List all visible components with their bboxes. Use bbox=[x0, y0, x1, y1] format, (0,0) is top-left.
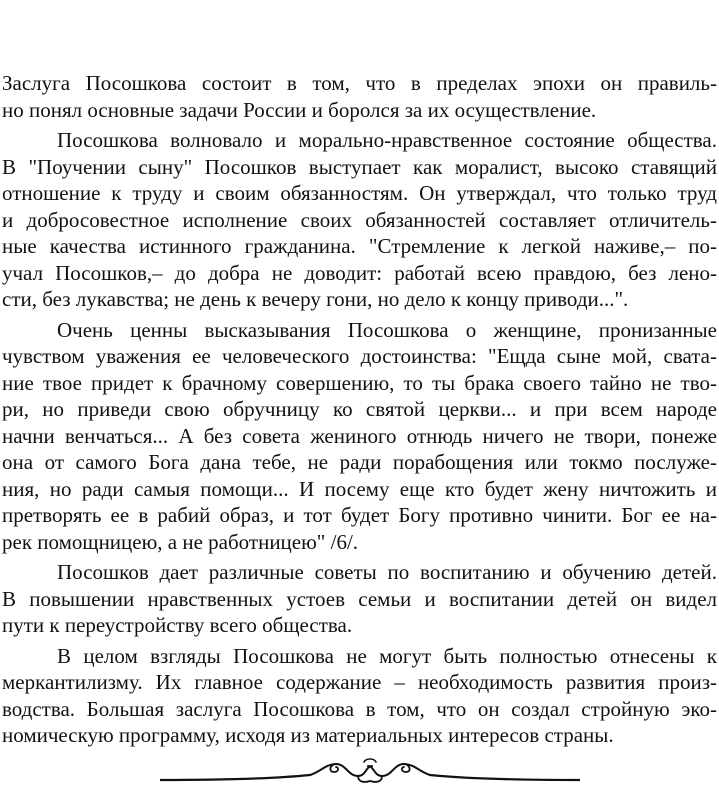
text-line: сти, без лукавства; не день к вечеру гони, но дело к концу приводи...". bbox=[2, 287, 629, 311]
text-line: В целом взгляды Посошкова не могут быть полностью отнесены к bbox=[57, 643, 717, 668]
text-line: Заслуга Посошкова состоит в том, что в пределах эпохи он правиль- bbox=[2, 71, 717, 95]
text-line: номическую программу, исходя из материальных интересов страны. bbox=[2, 723, 614, 747]
text-line: рек помощницею, а не работницею" /6/. bbox=[2, 529, 359, 554]
text-body bbox=[2, 70, 717, 749]
text-line: ри, но приведи свою обручницу ко святой церкви... и при всем народе bbox=[2, 397, 717, 421]
text-line: но понял основные задачи России и боролся за их осуществление. bbox=[2, 97, 597, 122]
paragraph bbox=[2, 643, 717, 749]
text-line: водства. Большая заслуга Посошкова в том, что он создал стройную эко- bbox=[2, 696, 717, 721]
text-line: Очень ценны высказывания Посошкова о женщине, пронизанные bbox=[57, 317, 717, 342]
text-line: учал Посошков,– до добра не доводит: работай всею правдою, без лено- bbox=[2, 260, 717, 285]
text-line: В "Поучении сыну" Посошков выступает как моралист, высоко ставящий bbox=[2, 154, 717, 179]
text-line: В повышении нравственных устоев семьи и воспитании детей он видел bbox=[2, 586, 717, 611]
text-line: Посошков дает различные советы по воспитанию и обучению детей. bbox=[57, 560, 717, 584]
text-line: начни венчаться... А без совета жениного отнюдь ничего не твори, понеже bbox=[2, 423, 717, 448]
decorative-scroll-divider-icon bbox=[160, 752, 580, 788]
text-line: чувством уважения ее человеческого достоинства: "Ещда сыне мой, свата- bbox=[2, 344, 717, 368]
text-line: ные качества истинного гражданина. "Стремление к легкой наживе,– по- bbox=[2, 234, 717, 258]
text-line: ние твое придет к брачному совершению, то ты брака своего тайно не тво- bbox=[2, 370, 717, 395]
text-line: меркантилизму. Их главное содержание – необходимость развития произ- bbox=[2, 670, 717, 694]
text-line: Посошкова волновало и морально-нравственное состояние общества. bbox=[57, 128, 717, 152]
text-line: ния, но ради самыя помощи... И посему еще кто будет жену ничтожить и bbox=[2, 476, 717, 501]
paragraph bbox=[2, 317, 717, 556]
text-line: отношение к труду и своим обязанностям. Он утверждал, что только труд bbox=[2, 181, 717, 205]
text-line: претворять ее в рабий образ, и тот будет Богу противно чинити. Бог ее на- bbox=[2, 503, 717, 527]
paragraph bbox=[2, 70, 717, 123]
text-line: она от самого Бога дана тебе, не ради порабощения или токмо послуже- bbox=[2, 450, 717, 474]
paragraph bbox=[2, 559, 717, 639]
text-line: и добросовестное исполнение своих обязанностей составляет отличитель- bbox=[2, 207, 717, 232]
paragraph bbox=[2, 127, 717, 313]
text-line: пути к переустройству всего общества. bbox=[2, 613, 353, 637]
